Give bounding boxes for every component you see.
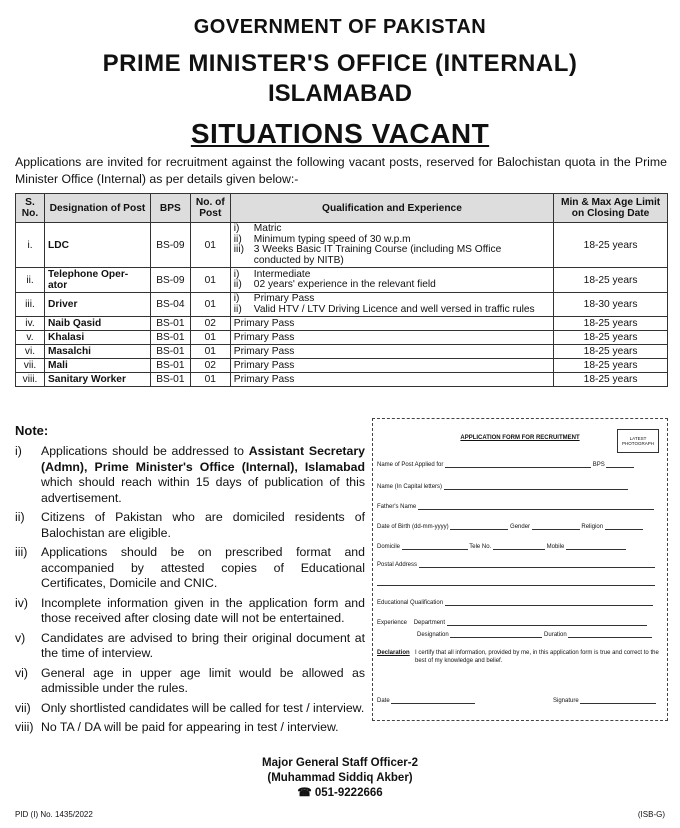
qualification-num: i): [233, 223, 240, 234]
cell-designation: Masalchi: [44, 345, 150, 359]
label-experience: Experience: [377, 620, 408, 626]
note-num: ii): [15, 510, 25, 524]
cell-qualification: Primary Pass: [230, 317, 553, 331]
cell-bps: BS-04: [150, 293, 190, 317]
note-text-main: Citizens of Pakistan who are domiciled residents of Balochistan are eligible.: [41, 510, 365, 540]
cell-posts: 01: [190, 268, 230, 293]
cell-age: 18-25 years: [554, 331, 668, 345]
note-text: [41, 720, 365, 736]
qualification-text: Intermediate: [253, 268, 311, 280]
cell-age: 18-25 years: [554, 345, 668, 359]
table-row: [16, 359, 668, 373]
label-postal: Postal Address: [377, 562, 418, 568]
intro-paragraph: Applications are invited for recruitment against the following vacant posts, reserved for Balochistan quota in the Prime Minister Office (Internal) as per details given below:-: [15, 155, 667, 186]
note-text: [41, 666, 365, 697]
cell-qualification: Primary Pass: [230, 373, 553, 387]
note-text-main: Applications should be addressed to: [41, 444, 249, 458]
cell-designation: Telephone Oper-ator: [44, 268, 150, 293]
label-tele: Tele No.: [469, 544, 492, 550]
cell-qualification: Primary Pass: [230, 345, 553, 359]
header-designation: Designation of Post: [44, 194, 150, 223]
note-num: vi): [15, 665, 28, 680]
label-dob: Date of Birth (dd-mm-yyyy): [377, 524, 449, 530]
note-item: [15, 666, 365, 697]
header-age: Min & Max Age Limit on Closing Date: [554, 194, 668, 223]
cell-designation: Mali: [44, 359, 150, 373]
note-num: viii): [15, 720, 34, 734]
qualification-num: ii): [233, 303, 242, 315]
form-row-domicile: [377, 543, 626, 550]
header-posts: No. of Post: [190, 194, 230, 223]
note-text: [41, 444, 365, 506]
form-row-signature: [553, 697, 656, 704]
table-row: [16, 268, 668, 293]
signoff-phone: ☎ 051-9222666: [297, 787, 383, 799]
label-post-applied: Name of Post Applied for: [377, 462, 444, 468]
cell-qualification: Primary Pass: [230, 331, 553, 345]
cell-sno: viii.: [16, 373, 45, 387]
qualification-text: 3 Weeks Basic IT Training Course (including MS Office conducted by NITB): [253, 244, 502, 266]
qualification-item: [234, 280, 550, 291]
table-row: [16, 345, 668, 359]
label-name: Name (In Capital letters): [377, 484, 443, 490]
cell-sno: vi.: [16, 345, 45, 359]
cell-designation: Sanitary Worker: [44, 373, 150, 387]
form-row-date: [377, 697, 475, 704]
cell-posts: 02: [190, 359, 230, 373]
note-text-main: Applications should be on prescribed format and accompanied by attested copies of Educational Certificates, Domicile and CNIC.: [41, 545, 365, 590]
cell-bps: BS-09: [150, 268, 190, 293]
notes-list: [15, 444, 365, 740]
cell-posts: 01: [190, 345, 230, 359]
cell-qualification: [230, 293, 553, 317]
cell-sno: i.: [16, 223, 45, 268]
form-row-father: [377, 503, 654, 510]
page-title: SITUATIONS VACANT: [190, 118, 490, 149]
form-row-postal: [377, 561, 655, 568]
label-edu: Educational Qualification: [377, 600, 444, 606]
qualification-num: iii): [233, 244, 244, 255]
note-text: [41, 510, 365, 541]
qualification-num: ii): [233, 233, 242, 245]
cell-age: 18-25 years: [554, 373, 668, 387]
signoff-title: Major General Staff Officer-2: [262, 757, 418, 769]
table-row: [16, 317, 668, 331]
table-row: [16, 293, 668, 317]
form-row-postal-2: [377, 579, 655, 586]
form-row-department: [377, 619, 647, 626]
cell-age: 18-25 years: [554, 223, 668, 268]
note-item: [15, 701, 365, 717]
qualification-item: [234, 305, 550, 316]
qualification-item: [234, 245, 550, 266]
cell-designation: LDC: [44, 223, 150, 268]
note-title: Note:: [15, 423, 49, 438]
note-item: [15, 545, 365, 592]
signoff-name: (Muhammad Siddiq Akber): [267, 772, 413, 784]
cell-bps: BS-09: [150, 223, 190, 268]
label-mobile: Mobile: [546, 544, 565, 550]
header-government: GOVERNMENT OF PAKISTAN: [193, 16, 487, 38]
header-city: ISLAMABAD: [268, 80, 412, 107]
form-row-dob: [377, 523, 643, 530]
note-item: [15, 720, 365, 736]
cell-posts: 01: [190, 293, 230, 317]
note-text: [41, 596, 365, 627]
qualification-num: ii): [233, 279, 242, 290]
label-religion: Religion: [581, 524, 604, 530]
note-text: [41, 701, 365, 717]
note-item: [15, 596, 365, 627]
pid-number: PID (I) No. 1435/2022: [15, 810, 93, 819]
cell-sno: vii.: [16, 359, 45, 373]
cell-qualification: [230, 268, 553, 293]
cell-designation: Khalasi: [44, 331, 150, 345]
table-row: [16, 331, 668, 345]
note-text-main: No TA / DA will be paid for appearing in test / interview.: [41, 720, 339, 734]
cell-bps: BS-01: [150, 345, 190, 359]
form-row-name: [377, 483, 628, 490]
declaration-text: I certify that all information, provided by me, in this application form is true and correct to the best of my knowledge and belief.: [415, 650, 659, 664]
note-text-main: General age in upper age limit would be allowed as admissible under the rules.: [41, 665, 365, 695]
isb-code: (ISB-G): [637, 810, 665, 819]
header-office: PRIME MINISTER'S OFFICE (INTERNAL): [102, 50, 578, 77]
cell-age: 18-30 years: [554, 293, 668, 317]
note-item: [15, 510, 365, 541]
label-bps: BPS: [592, 462, 605, 468]
note-num: v): [15, 630, 26, 645]
cell-bps: BS-01: [150, 317, 190, 331]
form-title: APPLICATION FORM FOR RECRUITMENT: [460, 435, 580, 441]
form-row-declaration: [377, 649, 663, 665]
application-form: [372, 418, 668, 721]
qualification-text: Minimum typing speed of 30 w.p.m: [253, 233, 411, 245]
cell-designation: Driver: [44, 293, 150, 317]
cell-age: 18-25 years: [554, 359, 668, 373]
qualification-item: [234, 224, 550, 235]
vacancy-table: [15, 193, 668, 387]
qualification-text: Valid HTV / LTV Driving Licence and well versed in traffic rules: [253, 303, 535, 315]
qualification-num: i): [233, 268, 240, 280]
cell-qualification: [230, 223, 553, 268]
label-department: Department: [413, 620, 446, 626]
cell-bps: BS-01: [150, 373, 190, 387]
label-gender: Gender: [510, 524, 531, 530]
form-row-edu: [377, 599, 653, 606]
cell-sno: iii.: [16, 293, 45, 317]
qualification-text: Matric: [253, 223, 282, 234]
label-date: Date: [377, 698, 390, 704]
header-qualification: Qualification and Experience: [230, 194, 553, 223]
label-declaration: Declaration: [377, 650, 410, 656]
cell-posts: 01: [190, 223, 230, 268]
form-row-designation: [417, 631, 652, 638]
cell-posts: 02: [190, 317, 230, 331]
cell-sno: iv.: [16, 317, 45, 331]
photo-box: LATEST PHOTOGRAPH: [617, 429, 659, 453]
note-num: vii): [15, 700, 31, 715]
label-duration: Duration: [544, 632, 567, 638]
cell-posts: 01: [190, 331, 230, 345]
label-father: Father's Name: [377, 504, 417, 510]
signoff: [0, 756, 680, 801]
table-row: [16, 373, 668, 387]
note-item: [15, 444, 365, 506]
note-item: [15, 631, 365, 662]
cell-sno: v.: [16, 331, 45, 345]
table-header-row: [16, 194, 668, 223]
cell-age: 18-25 years: [554, 268, 668, 293]
note-text-main: Only shortlisted candidates will be called for test / interview.: [41, 700, 365, 715]
table-row: [16, 223, 668, 268]
label-designation: Designation: [417, 632, 449, 638]
label-domicile: Domicile: [377, 544, 401, 550]
note-text-tail: which should reach within 15 days of publication of this advertisement.: [41, 475, 365, 505]
cell-qualification: Primary Pass: [230, 359, 553, 373]
note-num: iv): [15, 595, 28, 610]
qualification-text: Primary Pass: [253, 293, 315, 304]
note-num: i): [15, 444, 22, 458]
header-sno: S. No.: [16, 194, 45, 223]
note-text-bold: Assistant Secretary (Admn), Prime Minister's Office (Internal), Islamabad: [41, 444, 365, 474]
note-text-main: Incomplete information given in the application form and those received after closing date will not be entertained.: [41, 595, 365, 625]
note-text: [41, 631, 365, 662]
qualification-num: i): [233, 293, 240, 304]
cell-age: 18-25 years: [554, 317, 668, 331]
cell-sno: ii.: [16, 268, 45, 293]
note-text: [41, 545, 365, 592]
cell-bps: BS-01: [150, 331, 190, 345]
cell-bps: BS-01: [150, 359, 190, 373]
note-num: iii): [15, 545, 28, 559]
cell-designation: Naib Qasid: [44, 317, 150, 331]
qualification-item: [234, 294, 550, 305]
form-row-post: [377, 461, 634, 468]
qualification-text: 02 years' experience in the relevant field: [253, 279, 436, 290]
note-text-main: Candidates are advised to bring their original document at the time of interview.: [41, 630, 365, 660]
cell-posts: 01: [190, 373, 230, 387]
header-bps: BPS: [150, 194, 190, 223]
label-signature: Signature: [553, 698, 579, 704]
